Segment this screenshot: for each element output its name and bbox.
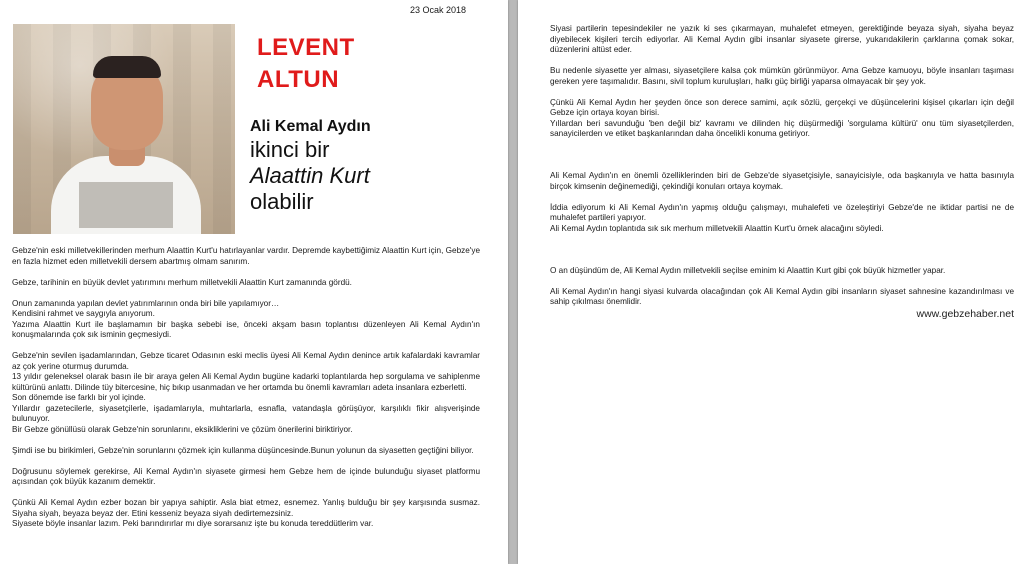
paragraph [550, 24, 1014, 56]
article-title: Ali Kemal Aydın ikinci bir Alaattin Kurt olabilir [250, 118, 371, 214]
paragraph [550, 245, 1014, 256]
paragraph-line [550, 245, 1014, 256]
paragraph [550, 66, 1014, 87]
article-body-right [550, 24, 1014, 318]
article-date: 23 Ocak 2018 [410, 5, 467, 15]
website-label: www.gebzehaber.net [916, 308, 1014, 320]
paragraph [12, 299, 480, 341]
paragraph [550, 150, 1014, 161]
paragraph-line: Yazıma Alaattin Kurt ile başlamamın bir başka sebebi ise, önceki akşam basın toplantısı düzenleyen Ali Kemal Aydın'ın konuşmalarında çok sık isminin geçmesiydi. [12, 319, 480, 339]
paragraph-line: 13 yıldır geleneksel olarak basın ile bir araya gelen Ali Kemal Aydın bugüne kadarki toplantılarda hep sorgulama ve sahiplenme kültürünü anlattı. Dilinde tüy bitercesine, hiç bıkıp usanmadan ve her ortamda bu önemli kavramları adeta insanlara ezberletti. [12, 372, 480, 392]
paragraph-line: Bu nedenle siyasette yer alması, siyasetçilere kalsa çok mümkün görünmüyor. Ama Gebze kamuoyu, böyle insanları taşıması gereken yere taşımalıdır. Basını, sivil toplum kuruluşları, halkı güç birliği yaparsa olmayacak bir şey yok. [550, 66, 1014, 86]
paragraph-line: Şimdi ise bu birikimleri, Gebze'nin sorunlarını çözmek için kullanma düşüncesinde.Bunun yolunun da siyasetten geçtiğini biliyor. [12, 445, 474, 455]
paragraph [550, 287, 1014, 308]
author-name: LEVENT ALTUN [257, 34, 355, 93]
author-photo [13, 24, 235, 234]
paragraph [12, 467, 480, 488]
left-page [0, 0, 508, 564]
paragraph-line: Kendisini rahmet ve saygıyla anıyorum. [12, 309, 155, 318]
paragraph-line: Ali Kemal Aydın toplantıda sık sık merhum milletvekili Alaattin Kurt'u örnek alacağını söyledi. [550, 223, 884, 233]
paragraph-line: İddia ediyorum ki Ali Kemal Aydın'ın yapmış olduğu çalışmayı, muhalefeti ve özeleştiriyi Gebze'de ne iktidar partisi ne de muhalefet partileri yapıyor. [550, 202, 1014, 222]
paragraph [550, 171, 1014, 192]
paragraph [550, 98, 1014, 140]
paragraph-line: Doğrusunu söylemek gerekirse, Ali Kemal Aydın'ın siyasete girmesi hem Gebze hem de içinde bulunduğu siyaset platformu açısından çok büyük kazanım demektir. [12, 466, 480, 486]
paragraph [12, 446, 480, 457]
article-body-left [12, 246, 480, 540]
paragraph-line: Yıllardan beri savunduğu 'ben değil biz' kavramı ve dilinden hiç düşürmediği 'sorgulama kültürü' onu tüm siyasetçilerden, sanayicilerden ve etiket başkanlarından daha öncelikli konuma getiriyor. [550, 118, 1014, 138]
paragraph-line: Ali Kemal Aydın'ın en önemli özelliklerinden biri de Gebze'de siyasetçisiyle, sanayicisiyle, oda başkanıyla ve hatta basınıyla birçok kimsenin değinemediği, çekindiği konuları ortaya koymak. [550, 171, 1014, 191]
paragraph [12, 351, 480, 435]
paragraph-line: Gebze'nin eski milletvekillerinden merhum Alaattin Kurt'u hatırlayanlar vardır. Depremde kaybettiğimiz Alaattin Kurt için, Gebze'ye en fazla hizmet eden milletvekili dersem abartmış olmam sanırım. [12, 246, 480, 266]
paragraph-line: Bir Gebze gönüllüsü olarak Gebze'nin sorunlarını, eksikliklerini ve çözüm önerilerini biriktiriyor. [12, 424, 353, 434]
paragraph-line: Gebze'nin sevilen işadamlarından, Gebze ticaret Odasının eski meclis üyesi Ali Kemal Aydın denince artık kafalardaki kavramlar az çok yerine oturmuş durumda. [12, 351, 480, 371]
paragraph [12, 278, 480, 289]
paragraph-line [550, 150, 1014, 161]
paragraph-line: Yıllardır gazetecilerle, siyasetçilerle, işadamlarıyla, muhtarlarla, esnafla, vatandaşla görüşüyor, karşılıklı fikir alışverişinde bulunuyor. [12, 403, 480, 423]
paragraph-line: Siyasi partilerin tepesindekiler ne yazık ki ses çıkarmayan, muhalefet etmeyen, gerektiğinde beyaza siyah, siyaha beyaz diyebilecek kişileri tercih ediyorlar. Ali Kemal Aydın gibi insanlar siyasete girerse, yukarıdakilerin çarklarına çomak sokar, düzenlerini altüst eder. [550, 24, 1014, 54]
paragraph-line: Gebze, tarihinin en büyük devlet yatırımını merhum milletvekili Alaattin Kurt zamanında gördü. [12, 277, 352, 287]
paragraph-line: Çünkü Ali Kemal Aydın ezber bozan bir yapıya sahiptir. Asla biat etmez, esnemez. Yanlış bulduğu bir şey karşısında susmaz. Siyaha siyah, beyaza beyaz der. Etini kesseniz beyaza siyah dedirtemezsiniz. [12, 498, 480, 518]
paragraph-line: Siyasete böyle insanlar lazım. Peki barındırırlar mı diye sorarsanız işte bu konuda tereddütlerim var. [12, 519, 374, 528]
paragraph [550, 203, 1014, 235]
paragraph-line: Çünkü Ali Kemal Aydın her şeyden önce son derece samimi, açık sözlü, gerçekçi ve düşüncelerini kişisel çıkarları için değil Gebze için ortaya koyan birisi. [550, 97, 1014, 117]
paragraph [12, 246, 480, 267]
paragraph [12, 498, 480, 530]
paragraph-line: Onun zamanında yapılan devlet yatırımlarının onda biri bile yapılamıyor… [12, 298, 280, 308]
paragraph-line: Ali Kemal Aydın'ın hangi siyasi kulvarda olacağından çok Ali Kemal Aydın gibi insanların siyaset sahnesine kazandırılması ve sahip çıkılması önemlidir. [550, 286, 1014, 306]
paragraph [550, 266, 1014, 277]
right-page [518, 0, 1030, 564]
paragraph-line: O an düşündüm de, Ali Kemal Aydın milletvekili seçilse eminim ki Alaattin Kurt gibi çok büyük hizmetler yapar. [550, 265, 946, 275]
paragraph-line: Son dönemde ise farklı bir yol içinde. [12, 393, 146, 402]
